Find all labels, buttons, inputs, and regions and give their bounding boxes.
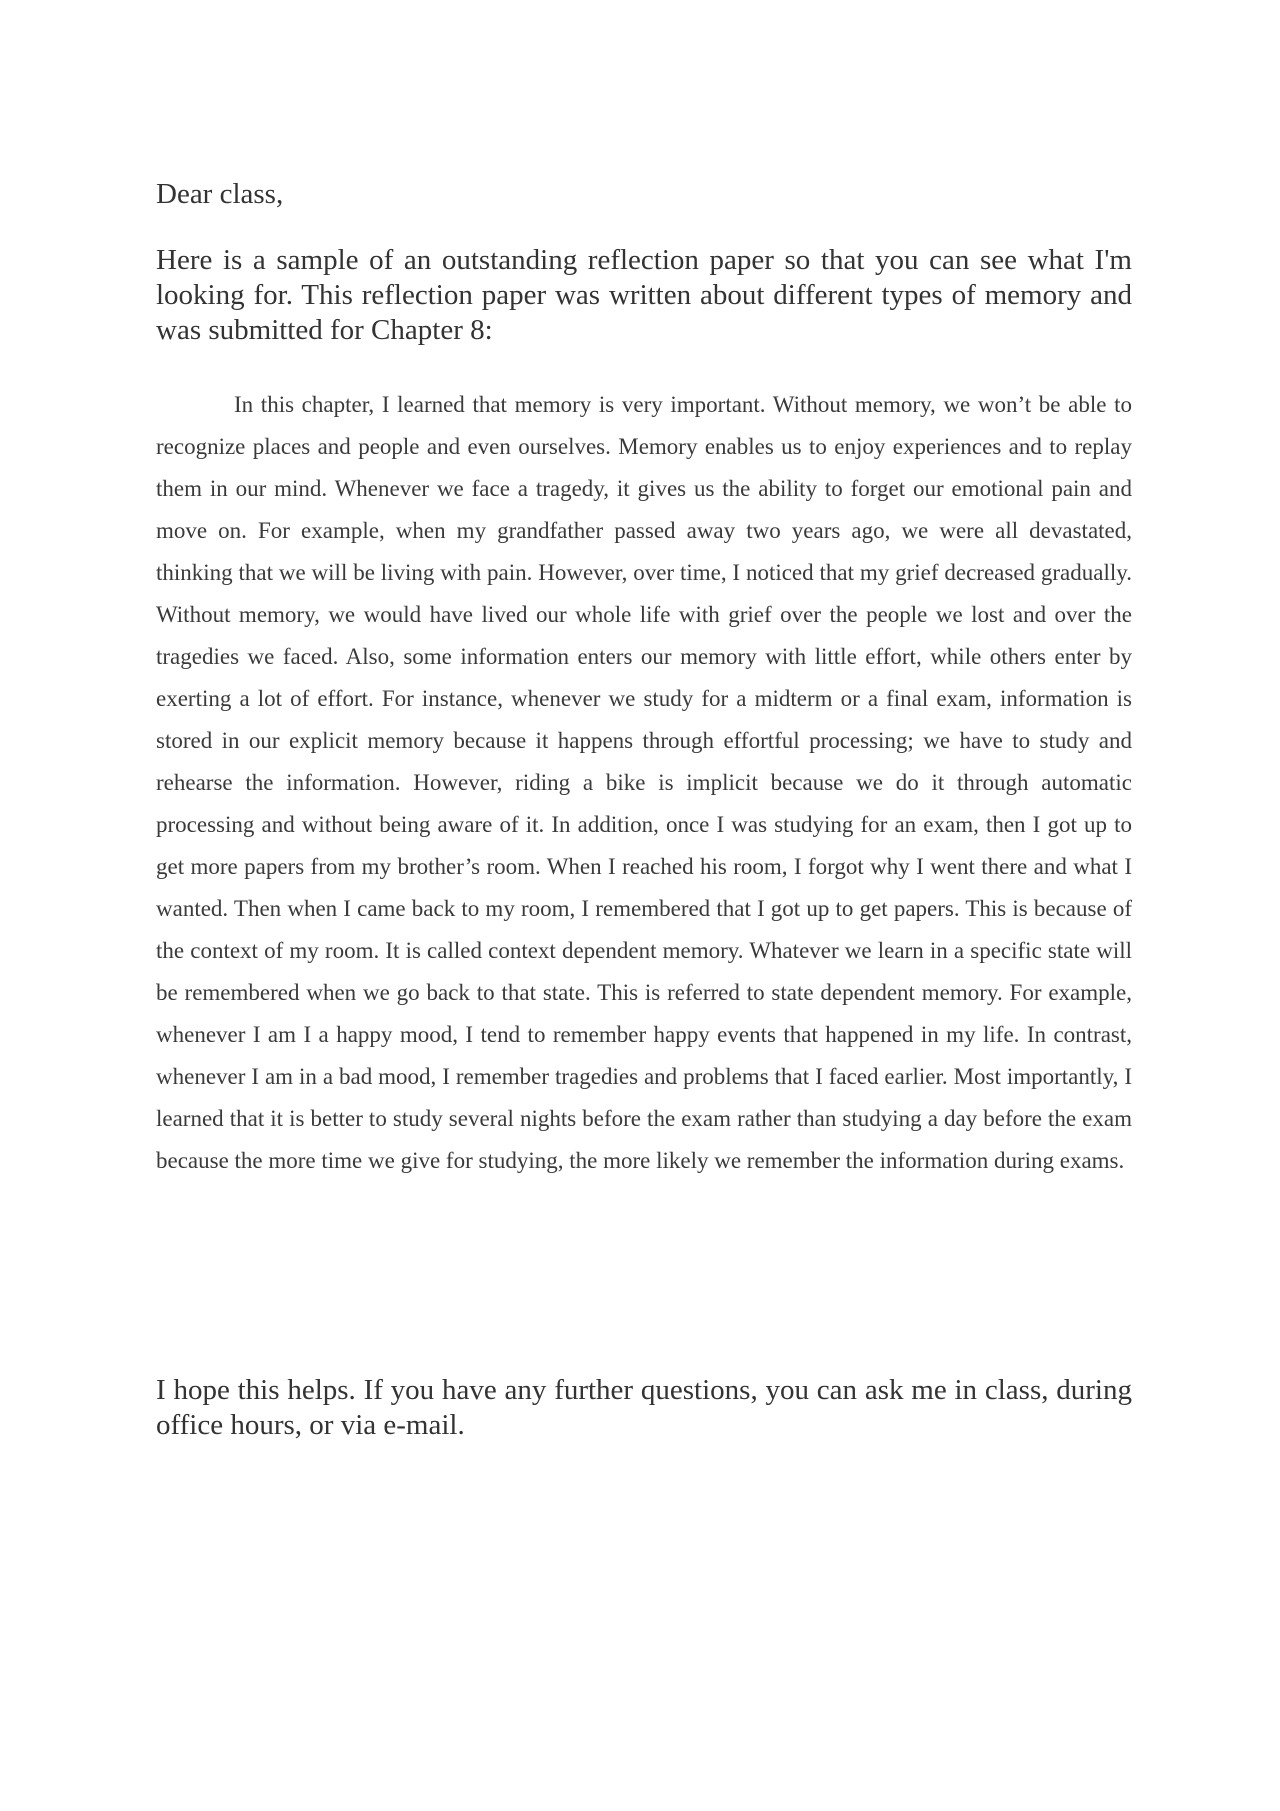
sample-reflection-paper: In this chapter, I learned that memory is very important. Without memory, we won’t be able to recognize places and people and even ourselves. Memory enables us to enjoy experiences and to replay them in our mind. Whenever we face a tragedy, it gives us the ability to forget our emotional pain and move on. For example, when my grandfather passed away two years ago, we were all devastated, thinking that we will be living with pain. However, over time, I noticed that my grief decreased gradually. Without memory, we would have lived our whole life with grief over the people we lost and over the tragedies we faced. Also, some information enters our memory with little effort, while others enter by exerting a lot of effort. For instance, whenever we study for a midterm or a final exam, information is stored in our explicit memory because it happens through effortful processing; we have to study and rehearse the information. However, riding a bike is implicit because we do it through automatic processing and without being aware of it. In addition, once I was studying for an exam, then I got up to get more papers from my brother’s room. When I reached his room, I forgot why I went there and what I wanted. Then when I came back to my room, I remembered that I got up to get papers. This is because of the context of my room. It is called context dependent memory. Whatever we learn in a specific state will be remembered when we go back to that state. This is referred to state dependent memory. For example, whenever I am I a happy mood, I tend to remember happy events that happened in my life. In contrast, whenever I am in a bad mood, I remember tragedies and problems that I faced earlier. Most importantly, I learned that it is better to study several nights before the exam rather than studying a day before the exam because the more time we give for studying, the more likely we remember the information during exams. xyxy=(156,392,1132,1173)
salutation: Dear class, xyxy=(156,178,284,210)
intro-paragraph: Here is a sample of an outstanding reflection paper so that you can see what I'm looking for. This reflection paper was written about different types of memory and was submitted for Chapter 8: xyxy=(156,244,1132,346)
closing-paragraph: I hope this helps. If you have any further questions, you can ask me in class, during office hours, or via e-mail. xyxy=(156,1374,1132,1441)
